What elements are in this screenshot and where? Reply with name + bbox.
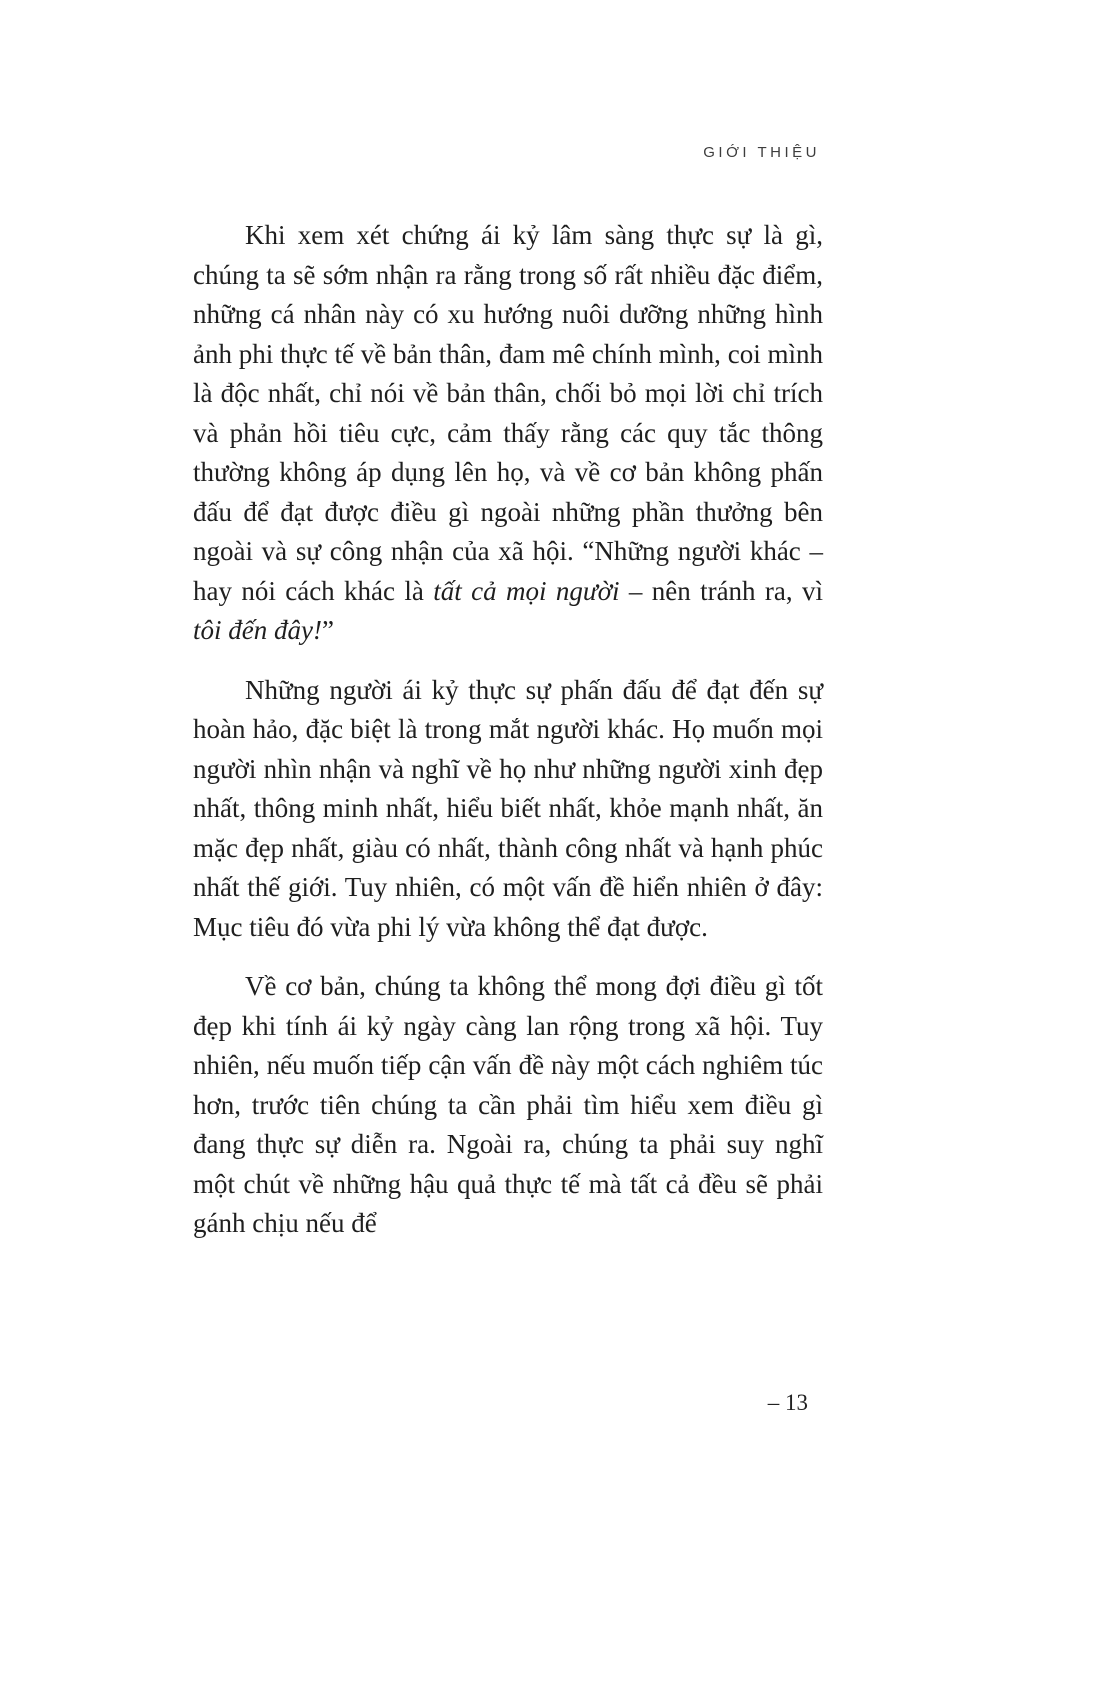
italic-text-segment: tất cả mọi người <box>433 575 620 606</box>
page-number: – 13 <box>767 1390 808 1415</box>
text-segment: Những người ái kỷ thực sự phấn đấu để đạt đến sự hoàn hảo, đặc biệt là trong mắt người khác. Họ muốn mọi người nhìn nhận và nghĩ về họ như những người xinh đẹp nhất, thông minh nhất, hiểu biết nhất, khỏe mạnh nhất, ăn mặc đẹp nhất, giàu có nhất, thành công nhất và hạnh phúc nhất thế giới. Tuy nhiên, có một vấn đề hiển nhiên ở đây: Mục tiêu đó vừa phi lý vừa không thể đạt được. <box>193 674 823 942</box>
paragraph-3 <box>193 967 823 1244</box>
text-segment: ” <box>321 615 334 645</box>
text-segment: Về cơ bản, chúng ta không thể mong đợi điều gì tốt đẹp khi tính ái kỷ ngày càng lan rộng trong xã hội. Tuy nhiên, nếu muốn tiếp cận vấn đề này một cách nghiêm túc hơn, trước tiên chúng ta cần phải tìm hiểu xem điều gì đang thực sự diễn ra. Ngoài ra, chúng ta phải suy nghĩ một chút về những hậu quả thực tế mà tất cả đều sẽ phải gánh chịu nếu để <box>193 971 823 1238</box>
body-text <box>193 216 823 1264</box>
text-segment: Khi xem xét chứng ái kỷ lâm sàng thực sự là gì, chúng ta sẽ sớm nhận ra rằng trong số rất nhiều đặc điểm, những cá nhân này có xu hướng nuôi dưỡng những hình ảnh phi thực tế về bản thân, đam mê chính mình, coi mình là độc nhất, chỉ nói về bản thân, chối bỏ mọi lời chỉ trích và phản hồi tiêu cực, cảm thấy rằng các quy tắc thông thường không áp dụng lên họ, và về cơ bản không phấn đấu để đạt được điều gì ngoài những phần thưởng bên ngoài và sự công nhận của xã hội. “Những người khác – hay nói cách khác là <box>193 220 823 606</box>
text-segment: – nên tránh ra, vì <box>619 575 824 606</box>
paragraph-2 <box>193 671 823 948</box>
paragraph-1 <box>193 216 823 651</box>
italic-text-segment: tôi đến đây! <box>193 615 322 645</box>
running-header: GIỚI THIỆU <box>703 144 820 161</box>
